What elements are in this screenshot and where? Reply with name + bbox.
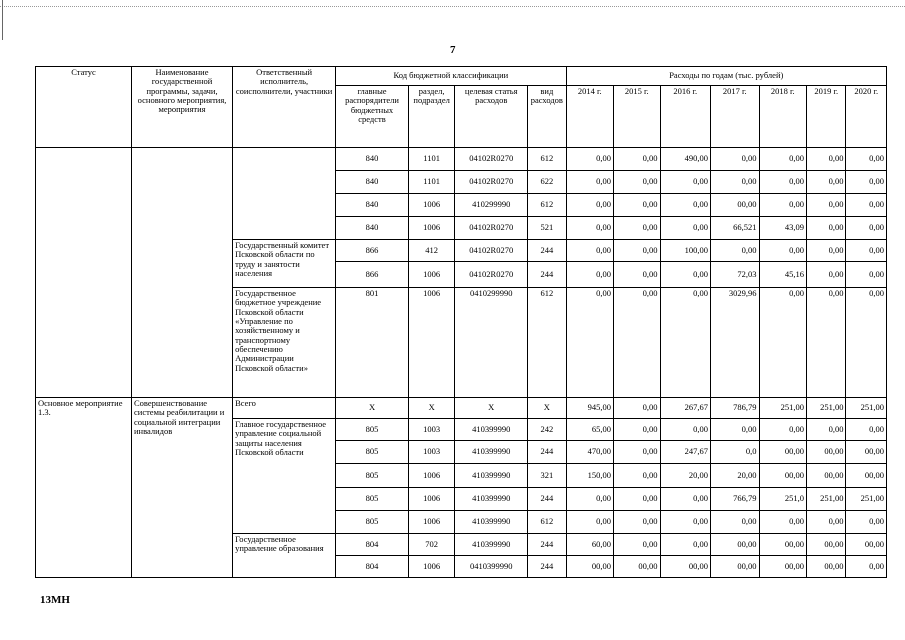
amount-cell: 0,00 <box>614 262 660 288</box>
amount-cell: 0,00 <box>759 240 806 262</box>
amount-cell: 0,00 <box>846 171 887 194</box>
code-cell: X <box>528 398 566 419</box>
amount-cell: 0,00 <box>711 419 760 441</box>
amount-cell: 0,00 <box>614 148 660 171</box>
amount-cell: 0,00 <box>660 194 711 217</box>
header-year: 2015 г. <box>614 86 660 148</box>
amount-cell: 00,00 <box>807 556 846 578</box>
amount-cell: 0,00 <box>711 148 760 171</box>
amount-cell: 786,79 <box>711 398 760 419</box>
amount-cell: 0,00 <box>807 217 846 240</box>
amount-cell: 251,00 <box>807 398 846 419</box>
amount-cell: 00,00 <box>807 441 846 464</box>
code-cell: 410399990 <box>455 441 528 464</box>
amount-cell: 0,00 <box>660 288 711 398</box>
header-name: Наименование государственной программы, задачи, основного мероприятия, мероприятия <box>132 67 233 148</box>
amount-cell: 0,00 <box>614 488 660 511</box>
code-cell: 244 <box>528 534 566 556</box>
responsible-cell-empty <box>233 148 336 240</box>
footer-code: 13МН <box>40 594 70 606</box>
amount-cell: 0,00 <box>846 288 887 398</box>
scan-edge-left <box>2 0 3 40</box>
header-year: 2019 г. <box>807 86 846 148</box>
amount-cell: 0,00 <box>614 217 660 240</box>
code-cell: 04102R0270 <box>455 240 528 262</box>
amount-cell: 0,00 <box>614 288 660 398</box>
responsible-cell: Государственное управление образования <box>233 534 336 578</box>
code-cell: 04102R0270 <box>455 171 528 194</box>
amount-cell: 45,16 <box>759 262 806 288</box>
amount-cell: 0,00 <box>807 288 846 398</box>
amount-cell: 0,00 <box>711 171 760 194</box>
header-year: 2018 г. <box>759 86 806 148</box>
code-cell: 0410299990 <box>455 288 528 398</box>
amount-cell: 251,00 <box>759 398 806 419</box>
code-cell: X <box>408 398 454 419</box>
amount-cell: 0,00 <box>660 534 711 556</box>
table-row <box>36 148 887 171</box>
amount-cell: 0,00 <box>807 511 846 534</box>
code-cell: 242 <box>528 419 566 441</box>
code-cell: 612 <box>528 148 566 171</box>
amount-cell: 00,00 <box>759 464 806 488</box>
amount-cell: 766,79 <box>711 488 760 511</box>
header-responsible: Ответственный исполнитель, соисполнители, участники <box>233 67 336 148</box>
code-cell: X <box>336 398 409 419</box>
amount-cell: 0,00 <box>566 171 613 194</box>
budget-table <box>35 66 887 578</box>
amount-cell: 100,00 <box>660 240 711 262</box>
code-cell: 801 <box>336 288 409 398</box>
code-cell: 1003 <box>408 441 454 464</box>
amount-cell: 251,0 <box>759 488 806 511</box>
name-cell-empty <box>132 148 233 398</box>
amount-cell: 0,00 <box>660 419 711 441</box>
code-cell: 0410399990 <box>455 556 528 578</box>
code-cell: 612 <box>528 194 566 217</box>
header-year: 2014 г. <box>566 86 613 148</box>
amount-cell: 65,00 <box>566 419 613 441</box>
code-cell: 04102R0270 <box>455 148 528 171</box>
code-cell: 1006 <box>408 556 454 578</box>
code-cell: X <box>455 398 528 419</box>
amount-cell: 0,00 <box>846 194 887 217</box>
header-budget-code: Код бюджетной классификации <box>336 67 566 86</box>
code-cell: 410399990 <box>455 419 528 441</box>
amount-cell: 0,00 <box>614 464 660 488</box>
amount-cell: 0,00 <box>711 511 760 534</box>
amount-cell: 267,67 <box>660 398 711 419</box>
amount-cell: 0,00 <box>807 419 846 441</box>
amount-cell: 0,00 <box>614 398 660 419</box>
code-cell: 1003 <box>408 419 454 441</box>
amount-cell: 00,00 <box>660 556 711 578</box>
amount-cell: 0,00 <box>566 488 613 511</box>
amount-cell: 00,00 <box>759 534 806 556</box>
amount-cell: 0,00 <box>614 240 660 262</box>
code-cell: 1006 <box>408 511 454 534</box>
header-section: раздел, подраздел <box>408 86 454 148</box>
header-status: Статус <box>36 67 132 148</box>
amount-cell: 470,00 <box>566 441 613 464</box>
amount-cell: 0,00 <box>759 511 806 534</box>
amount-cell: 0,00 <box>807 262 846 288</box>
amount-cell: 0,00 <box>614 441 660 464</box>
amount-cell: 0,00 <box>614 534 660 556</box>
table-row <box>36 398 887 419</box>
code-cell: 840 <box>336 148 409 171</box>
scan-edge-top <box>0 6 905 7</box>
code-cell: 840 <box>336 194 409 217</box>
measure-status: Основное мероприятие 1.3. <box>36 398 132 578</box>
amount-cell: 0,00 <box>759 148 806 171</box>
amount-cell: 251,00 <box>807 488 846 511</box>
status-cell-empty <box>36 148 132 398</box>
header-target: целевая статья расходов <box>455 86 528 148</box>
code-cell: 412 <box>408 240 454 262</box>
amount-cell: 0,00 <box>807 240 846 262</box>
amount-cell: 0,00 <box>566 262 613 288</box>
amount-cell: 0,00 <box>614 171 660 194</box>
code-cell: 244 <box>528 262 566 288</box>
code-cell: 244 <box>528 556 566 578</box>
code-cell: 702 <box>408 534 454 556</box>
amount-cell: 247,67 <box>660 441 711 464</box>
amount-cell: 0,00 <box>846 217 887 240</box>
amount-cell: 0,00 <box>566 240 613 262</box>
amount-cell: 00,00 <box>846 464 887 488</box>
amount-cell: 20,00 <box>660 464 711 488</box>
amount-cell: 72,03 <box>711 262 760 288</box>
amount-cell: 3029,96 <box>711 288 760 398</box>
amount-cell: 0,00 <box>846 511 887 534</box>
code-cell: 804 <box>336 556 409 578</box>
responsible-cell: Государственный комитет Псковской области по труду и занятости населения <box>233 240 336 288</box>
code-cell: 840 <box>336 217 409 240</box>
amount-cell: 251,00 <box>846 488 887 511</box>
amount-cell: 00,00 <box>846 441 887 464</box>
code-cell: 612 <box>528 511 566 534</box>
amount-cell: 0,00 <box>711 240 760 262</box>
code-cell: 805 <box>336 511 409 534</box>
code-cell: 244 <box>528 441 566 464</box>
code-cell: 521 <box>528 217 566 240</box>
amount-cell: 0,00 <box>566 148 613 171</box>
amount-cell: 0,00 <box>566 288 613 398</box>
amount-cell: 00,00 <box>614 556 660 578</box>
amount-cell: 0,00 <box>759 194 806 217</box>
amount-cell: 0,00 <box>614 511 660 534</box>
amount-cell: 00,00 <box>759 441 806 464</box>
amount-cell: 0,00 <box>759 288 806 398</box>
code-cell: 410299990 <box>455 194 528 217</box>
code-cell: 805 <box>336 488 409 511</box>
amount-cell: 0,00 <box>614 419 660 441</box>
code-cell: 244 <box>528 240 566 262</box>
page-number: 7 <box>450 44 456 56</box>
amount-cell: 490,00 <box>660 148 711 171</box>
code-cell: 866 <box>336 240 409 262</box>
amount-cell: 00,00 <box>807 464 846 488</box>
code-cell: 622 <box>528 171 566 194</box>
amount-cell: 0,00 <box>566 194 613 217</box>
header-year: 2017 г. <box>711 86 760 148</box>
code-cell: 1006 <box>408 288 454 398</box>
amount-cell: 0,00 <box>807 171 846 194</box>
code-cell: 1101 <box>408 148 454 171</box>
code-cell: 804 <box>336 534 409 556</box>
code-cell: 1006 <box>408 464 454 488</box>
header-year: 2020 г. <box>846 86 887 148</box>
amount-cell: 0,00 <box>660 171 711 194</box>
amount-cell: 150,00 <box>566 464 613 488</box>
amount-cell: 00,00 <box>711 534 760 556</box>
responsible-cell: Главное государственное управление социальной защиты населения Псковской области <box>233 419 336 534</box>
code-cell: 805 <box>336 419 409 441</box>
code-cell: 410399990 <box>455 534 528 556</box>
amount-cell: 0,00 <box>846 262 887 288</box>
code-cell: 244 <box>528 488 566 511</box>
code-cell: 04102R0270 <box>455 262 528 288</box>
amount-cell: 0,00 <box>846 148 887 171</box>
amount-cell: 00,00 <box>759 556 806 578</box>
amount-cell: 0,00 <box>759 171 806 194</box>
amount-cell: 0,00 <box>846 240 887 262</box>
code-cell: 321 <box>528 464 566 488</box>
code-cell: 805 <box>336 464 409 488</box>
amount-cell: 66,521 <box>711 217 760 240</box>
amount-cell: 0,00 <box>759 419 806 441</box>
code-cell: 805 <box>336 441 409 464</box>
amount-cell: 0,00 <box>660 217 711 240</box>
amount-cell: 0,00 <box>566 511 613 534</box>
amount-cell: 0,00 <box>660 511 711 534</box>
amount-cell: 0,00 <box>660 488 711 511</box>
code-cell: 04102R0270 <box>455 217 528 240</box>
code-cell: 1006 <box>408 217 454 240</box>
code-cell: 410399990 <box>455 464 528 488</box>
amount-cell: 0,0 <box>711 441 760 464</box>
header-main-managers: главные распорядители бюджетных средств <box>336 86 409 148</box>
amount-cell: 0,00 <box>660 262 711 288</box>
amount-cell: 0,00 <box>807 194 846 217</box>
amount-cell: 43,09 <box>759 217 806 240</box>
amount-cell: 945,00 <box>566 398 613 419</box>
code-cell: 1006 <box>408 262 454 288</box>
amount-cell: 0,00 <box>614 194 660 217</box>
responsible-cell: Всего <box>233 398 336 419</box>
header-year: 2016 г. <box>660 86 711 148</box>
responsible-cell: Государственное бюджетное учреждение Псковской области «Управление по хозяйственному и транспортному обеспечению Администрации Псковской области» <box>233 288 336 398</box>
amount-cell: 00,00 <box>711 556 760 578</box>
code-cell: 1006 <box>408 194 454 217</box>
amount-cell: 0,00 <box>846 556 887 578</box>
code-cell: 866 <box>336 262 409 288</box>
amount-cell: 0,00 <box>566 217 613 240</box>
measure-name: Совершенствование системы реабилитации и социальной интеграции инвалидов <box>132 398 233 578</box>
code-cell: 612 <box>528 288 566 398</box>
amount-cell: 00,00 <box>711 194 760 217</box>
amount-cell: 00,00 <box>807 534 846 556</box>
amount-cell: 251,00 <box>846 398 887 419</box>
amount-cell: 00,00 <box>846 534 887 556</box>
code-cell: 840 <box>336 171 409 194</box>
code-cell: 410399990 <box>455 511 528 534</box>
amount-cell: 00,00 <box>566 556 613 578</box>
code-cell: 1101 <box>408 171 454 194</box>
header-expenses: Расходы по годам (тыс. рублей) <box>566 67 886 86</box>
header-expense-type: вид расходов <box>528 86 566 148</box>
code-cell: 1006 <box>408 488 454 511</box>
amount-cell: 20,00 <box>711 464 760 488</box>
amount-cell: 0,00 <box>846 419 887 441</box>
amount-cell: 0,00 <box>807 148 846 171</box>
code-cell: 410399990 <box>455 488 528 511</box>
amount-cell: 60,00 <box>566 534 613 556</box>
